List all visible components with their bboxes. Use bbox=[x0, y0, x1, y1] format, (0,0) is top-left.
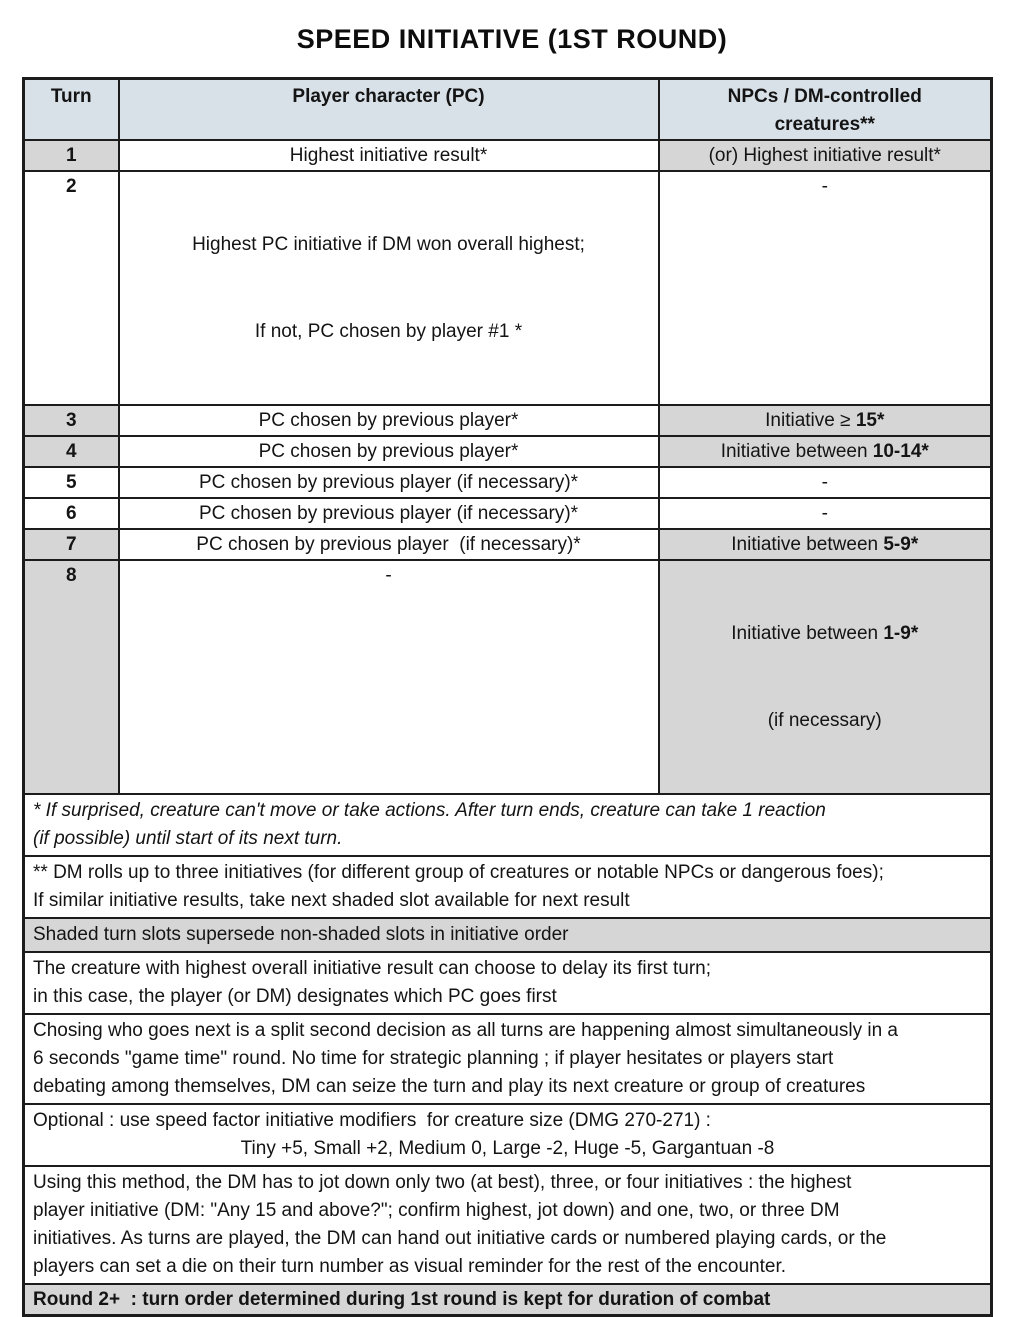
pc-cell: PC chosen by previous player (if necessary)* bbox=[119, 467, 659, 498]
header-turn: Turn bbox=[24, 79, 119, 141]
turn-number-cell: 5 bbox=[24, 467, 119, 498]
note-delay-turn bbox=[24, 952, 992, 1014]
npc-cell: - bbox=[659, 498, 992, 529]
note-line: Chosing who goes next is a split second decision as all turns are happening almost simultaneously in a bbox=[33, 1020, 898, 1041]
npc-cell: - bbox=[659, 171, 992, 405]
note-line: Shaded turn slots supersede non-shaded slots in initiative order bbox=[33, 924, 569, 945]
note-shaded-slots bbox=[24, 918, 992, 952]
npc-cell-text: Initiative between bbox=[731, 534, 884, 555]
npc-cell bbox=[659, 560, 992, 794]
table-row-turn-2 bbox=[24, 171, 992, 405]
note-line: debating among themselves, DM can seize the turn and play its next creature or group of creatures bbox=[33, 1076, 866, 1097]
note-line: player initiative (DM: "Any 15 and above?"; confirm highest, jot down) and one, two, or three DM bbox=[33, 1200, 840, 1221]
npc-cell-bold-value: 1-9* bbox=[883, 623, 919, 644]
initiative-table bbox=[22, 77, 993, 1317]
note-line: * If surprised, creature can't move or take actions. After turn ends, creature can take 1 reaction bbox=[33, 800, 826, 821]
turn-number-cell: 7 bbox=[24, 529, 119, 560]
turn-number-cell: 4 bbox=[24, 436, 119, 467]
note-line: If similar initiative results, take next shaded slot available for next result bbox=[33, 890, 630, 911]
note-split-second bbox=[24, 1014, 992, 1104]
table-row-turn-4 bbox=[24, 436, 992, 467]
note-row-round-2plus bbox=[24, 1284, 992, 1316]
pc-cell: - bbox=[119, 560, 659, 794]
npc-cell bbox=[659, 405, 992, 436]
note-row-split-second bbox=[24, 1014, 992, 1104]
note-line: Using this method, the DM has to jot down only two (at best), three, or four initiatives : the highest bbox=[33, 1172, 852, 1193]
pc-cell bbox=[119, 171, 659, 405]
turn-number-cell: 1 bbox=[24, 140, 119, 171]
pc-cell: PC chosen by previous player (if necessary)* bbox=[119, 498, 659, 529]
pc-cell: PC chosen by previous player* bbox=[119, 436, 659, 467]
note-row-jot-down bbox=[24, 1166, 992, 1284]
note-line: Optional : use speed factor initiative modifiers for creature size (DMG 270-271) : bbox=[33, 1110, 711, 1131]
turn-number-cell: 3 bbox=[24, 405, 119, 436]
note-surprised bbox=[24, 794, 992, 856]
note-dm-initiatives bbox=[24, 856, 992, 918]
note-round-2plus bbox=[24, 1284, 992, 1316]
note-line: initiatives. As turns are played, the DM can hand out initiative cards or numbered playing cards, or the bbox=[33, 1228, 887, 1249]
turn-number-cell: 8 bbox=[24, 560, 119, 794]
note-line: ** DM rolls up to three initiatives (for different group of creatures or notable NPCs or dangerous foes); bbox=[33, 862, 884, 883]
pc-cell: PC chosen by previous player* bbox=[119, 405, 659, 436]
note-line: The creature with highest overall initiative result can choose to delay its first turn; bbox=[33, 958, 711, 979]
note-line: in this case, the player (or DM) designates which PC goes first bbox=[33, 986, 557, 1007]
header-npc-line2: creatures** bbox=[774, 114, 875, 135]
header-row bbox=[24, 79, 992, 141]
table-row-turn-7 bbox=[24, 529, 992, 560]
table-row-turn-1 bbox=[24, 140, 992, 171]
note-line: Round 2+ : turn order determined during 1st round is kept for duration of combat bbox=[33, 1289, 771, 1310]
note-row-shaded-slots bbox=[24, 918, 992, 952]
header-pc: Player character (PC) bbox=[119, 79, 659, 141]
pc-cell: Highest initiative result* bbox=[119, 140, 659, 171]
pc-cell-line1: Highest PC initiative if DM won overall highest; bbox=[192, 234, 585, 255]
turn-number-cell: 6 bbox=[24, 498, 119, 529]
note-row-surprised bbox=[24, 794, 992, 856]
note-line: (if possible) until start of its next turn. bbox=[33, 828, 343, 849]
note-row-dm-initiatives bbox=[24, 856, 992, 918]
turn-number-cell: 2 bbox=[24, 171, 119, 405]
table-row-turn-8 bbox=[24, 560, 992, 794]
pc-cell: PC chosen by previous player (if necessary)* bbox=[119, 529, 659, 560]
npc-cell: - bbox=[659, 467, 992, 498]
npc-cell-bold-value: 10-14* bbox=[872, 441, 929, 462]
header-npc bbox=[659, 79, 992, 141]
note-jot-down bbox=[24, 1166, 992, 1284]
npc-cell-line2: (if necessary) bbox=[767, 710, 882, 731]
page-title: SPEED INITIATIVE (1ST ROUND) bbox=[296, 24, 728, 54]
pc-cell-line2: If not, PC chosen by player #1 * bbox=[254, 321, 523, 342]
npc-cell-line1 bbox=[666, 619, 985, 648]
table-row-turn-3 bbox=[24, 405, 992, 436]
note-speed-factor bbox=[24, 1104, 992, 1166]
table-row-turn-5 bbox=[24, 467, 992, 498]
header-npc-line1: NPCs / DM-controlled bbox=[727, 86, 922, 107]
npc-cell bbox=[659, 436, 992, 467]
note-row-delay-turn bbox=[24, 952, 992, 1014]
table-row-turn-6 bbox=[24, 498, 992, 529]
npc-cell-bold-value: 5-9* bbox=[883, 534, 919, 555]
note-line: players can set a die on their turn number as visual reminder for the rest of the encounter. bbox=[33, 1256, 787, 1277]
npc-cell-text: Initiative between bbox=[731, 623, 884, 644]
npc-cell bbox=[659, 529, 992, 560]
npc-cell: (or) Highest initiative result* bbox=[659, 140, 992, 171]
npc-cell-text: Initiative between bbox=[720, 441, 873, 462]
note-line-size-modifiers: Tiny +5, Small +2, Medium 0, Large -2, Huge -5, Gargantuan -8 bbox=[240, 1138, 775, 1159]
note-row-speed-factor bbox=[24, 1104, 992, 1166]
npc-cell-bold-value: 15* bbox=[855, 410, 885, 431]
npc-cell-text: Initiative ≥ bbox=[765, 410, 856, 431]
note-line: 6 seconds "game time" round. No time for strategic planning ; if player hesitates or players start bbox=[33, 1048, 834, 1069]
